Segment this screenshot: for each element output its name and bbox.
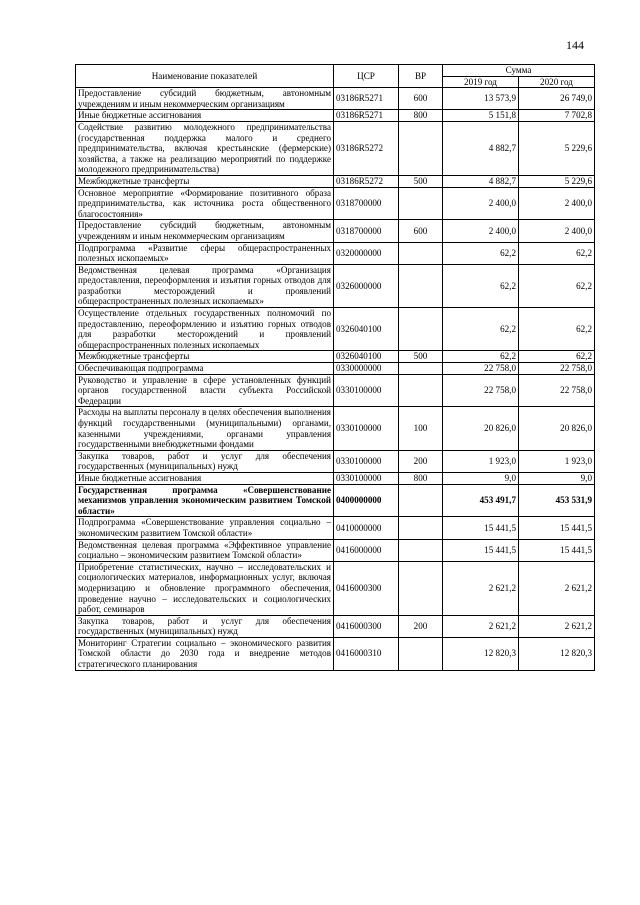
row-value-2019: 453 491,7 [443, 484, 519, 517]
row-value-2020: 20 826,0 [519, 407, 595, 450]
row-csr: 0416000300 [334, 561, 399, 615]
row-value-2019: 62,2 [443, 351, 519, 363]
row-value-2019: 22 758,0 [443, 374, 519, 407]
row-name: Мониторинг Стратегии социально – экономического развития Томской области до 2030 года и внедрение методов стратегического планирования [76, 637, 334, 670]
row-csr: 0326000000 [334, 264, 399, 307]
row-value-2020: 62,2 [519, 351, 595, 363]
table-row [76, 187, 595, 220]
table-row [76, 615, 595, 637]
row-csr: 0416000300 [334, 615, 399, 637]
row-name: Обеспечивающая подпрограмма [76, 363, 334, 375]
row-value-2020: 2 400,0 [519, 187, 595, 220]
row-name: Предоставление субсидий бюджетным, автономным учреждениям и иным некоммерческим организациям [76, 88, 334, 110]
table-row [76, 472, 595, 484]
row-value-2020: 22 758,0 [519, 374, 595, 407]
row-csr: 0326040100 [334, 351, 399, 363]
row-vr: 200 [399, 450, 443, 472]
row-csr: 0318700000 [334, 187, 399, 220]
header-csr: ЦСР [334, 65, 399, 88]
row-vr: 800 [399, 110, 443, 122]
row-value-2019: 13 573,9 [443, 88, 519, 110]
row-csr: 0400000000 [334, 484, 399, 517]
row-vr [399, 484, 443, 517]
row-vr [399, 363, 443, 375]
row-name: Ведомственная целевая программа «Эффективное управление социально – экономическим развитием Томской области» [76, 539, 334, 561]
row-value-2019: 20 826,0 [443, 407, 519, 450]
row-name: Основное мероприятие «Формирование позитивного образа предпринимательства, как источника роста общественного благосостояния» [76, 187, 334, 220]
row-value-2020: 5 229,6 [519, 121, 595, 175]
row-name: Государственная программа «Совершенствование механизмов управления экономическим развитием Томской области» [76, 484, 334, 517]
row-vr [399, 637, 443, 670]
row-csr: 0330100000 [334, 472, 399, 484]
header-sum: Сумма [443, 65, 595, 77]
row-vr [399, 121, 443, 175]
row-csr: 0326040100 [334, 308, 399, 351]
row-name: Иные бюджетные ассигнования [76, 110, 334, 122]
row-value-2019: 22 758,0 [443, 363, 519, 375]
row-csr: 0330000000 [334, 363, 399, 375]
table-row [76, 363, 595, 375]
row-value-2020: 62,2 [519, 242, 595, 264]
row-name: Руководство и управление в сфере установленных функций органов государственной власти субъекта Российской Федерации [76, 374, 334, 407]
table-row [76, 407, 595, 450]
row-value-2019: 12 820,3 [443, 637, 519, 670]
row-csr: 0410000000 [334, 517, 399, 539]
header-year-2020: 2020 год [519, 76, 595, 88]
row-value-2020: 15 441,5 [519, 539, 595, 561]
row-csr: 03186R5271 [334, 110, 399, 122]
row-csr: 03186R5272 [334, 175, 399, 187]
row-csr: 0330100000 [334, 374, 399, 407]
row-vr [399, 561, 443, 615]
row-value-2019: 5 151,8 [443, 110, 519, 122]
row-name: Подпрограмма «Развитие сферы общераспространенных полезных ископаемых» [76, 242, 334, 264]
row-csr: 0416000000 [334, 539, 399, 561]
row-value-2019: 15 441,5 [443, 517, 519, 539]
header-vr: ВР [399, 65, 443, 88]
table-row [76, 374, 595, 407]
budget-table [75, 64, 595, 671]
table-row [76, 539, 595, 561]
table-row [76, 484, 595, 517]
row-value-2020: 22 758,0 [519, 363, 595, 375]
row-value-2019: 62,2 [443, 264, 519, 307]
row-csr: 03186R5271 [334, 88, 399, 110]
row-value-2019: 62,2 [443, 242, 519, 264]
row-value-2019: 9,0 [443, 472, 519, 484]
row-vr [399, 539, 443, 561]
row-name: Предоставление субсидий бюджетным, автономным учреждениям и иным некоммерческим организациям [76, 220, 334, 242]
row-vr [399, 374, 443, 407]
row-csr: 0320000000 [334, 242, 399, 264]
row-vr: 600 [399, 88, 443, 110]
page-number: 144 [566, 38, 584, 52]
table-row [76, 561, 595, 615]
row-value-2019: 62,2 [443, 308, 519, 351]
row-csr: 0318700000 [334, 220, 399, 242]
row-value-2020: 2 400,0 [519, 220, 595, 242]
row-vr: 600 [399, 220, 443, 242]
row-value-2020: 5 229,6 [519, 175, 595, 187]
row-name: Ведомственная целевая программа «Организация предоставления, переоформления и изъятия горных отводов для разработки месторождений и проявлений общераспространенных полезных ископаемых» [76, 264, 334, 307]
table-row [76, 637, 595, 670]
row-name: Подпрограмма «Совершенствование управления социально – экономическим развитием Томской области» [76, 517, 334, 539]
row-vr [399, 517, 443, 539]
table-row [76, 220, 595, 242]
row-value-2019: 4 882,7 [443, 175, 519, 187]
row-value-2019: 2 621,2 [443, 615, 519, 637]
row-name: Межбюджетные трансферты [76, 351, 334, 363]
table-row [76, 264, 595, 307]
table-row [76, 351, 595, 363]
row-value-2020: 7 702,8 [519, 110, 595, 122]
row-value-2019: 2 400,0 [443, 187, 519, 220]
row-vr: 800 [399, 472, 443, 484]
row-value-2020: 2 621,2 [519, 561, 595, 615]
row-value-2020: 62,2 [519, 308, 595, 351]
row-vr [399, 264, 443, 307]
header-year-2019: 2019 год [443, 76, 519, 88]
row-vr: 200 [399, 615, 443, 637]
row-value-2019: 4 882,7 [443, 121, 519, 175]
table-row [76, 517, 595, 539]
row-vr: 500 [399, 175, 443, 187]
table-row [76, 121, 595, 175]
header-name: Наименование показателей [76, 65, 334, 88]
row-name: Закупка товаров, работ и услуг для обеспечения государственных (муниципальных) нужд [76, 615, 334, 637]
row-value-2020: 1 923,0 [519, 450, 595, 472]
row-csr: 03186R5272 [334, 121, 399, 175]
row-value-2019: 1 923,0 [443, 450, 519, 472]
row-value-2020: 26 749,0 [519, 88, 595, 110]
table-body [76, 88, 595, 670]
row-vr: 500 [399, 351, 443, 363]
row-name: Расходы на выплаты персоналу в целях обеспечения выполнения функций государственными (муниципальными) органами, казенными учреждениями, органами управления государственными внебюджетными фондами [76, 407, 334, 450]
table-row [76, 242, 595, 264]
row-csr: 0330100000 [334, 450, 399, 472]
row-value-2019: 15 441,5 [443, 539, 519, 561]
row-name: Осуществление отдельных государственных полномочий по предоставлению, переоформлению и изъятию горных отводов для разработки месторождений и проявлений общераспространенных полезных ископаемых [76, 308, 334, 351]
row-value-2020: 2 621,2 [519, 615, 595, 637]
table-row [76, 308, 595, 351]
row-name: Приобретение статистических, научно – исследовательских и социологических материалов, информационных услуг, включая модернизацию и обновление программного обеспечения, проведение научно – исследовательских и социологических работ, семинаров [76, 561, 334, 615]
table-row [76, 88, 595, 110]
row-name: Содействие развитию молодежного предпринимательства (государственная поддержка малого и среднего предпринимательства, включая крестьянские (фермерские) хозяйства, а также на реализацию мероприятий по поддержке молодежного предпринимательства) [76, 121, 334, 175]
row-value-2019: 2 621,2 [443, 561, 519, 615]
row-csr: 0330100000 [334, 407, 399, 450]
row-vr [399, 308, 443, 351]
row-csr: 0416000310 [334, 637, 399, 670]
row-name: Межбюджетные трансферты [76, 175, 334, 187]
table-row [76, 110, 595, 122]
row-name: Закупка товаров, работ и услуг для обеспечения государственных (муниципальных) нужд [76, 450, 334, 472]
row-value-2020: 62,2 [519, 264, 595, 307]
row-name: Иные бюджетные ассигнования [76, 472, 334, 484]
table-row [76, 175, 595, 187]
row-vr [399, 242, 443, 264]
row-vr [399, 187, 443, 220]
row-value-2020: 15 441,5 [519, 517, 595, 539]
row-value-2019: 2 400,0 [443, 220, 519, 242]
table-row [76, 450, 595, 472]
row-value-2020: 453 531,9 [519, 484, 595, 517]
row-value-2020: 9,0 [519, 472, 595, 484]
row-value-2020: 12 820,3 [519, 637, 595, 670]
row-vr: 100 [399, 407, 443, 450]
